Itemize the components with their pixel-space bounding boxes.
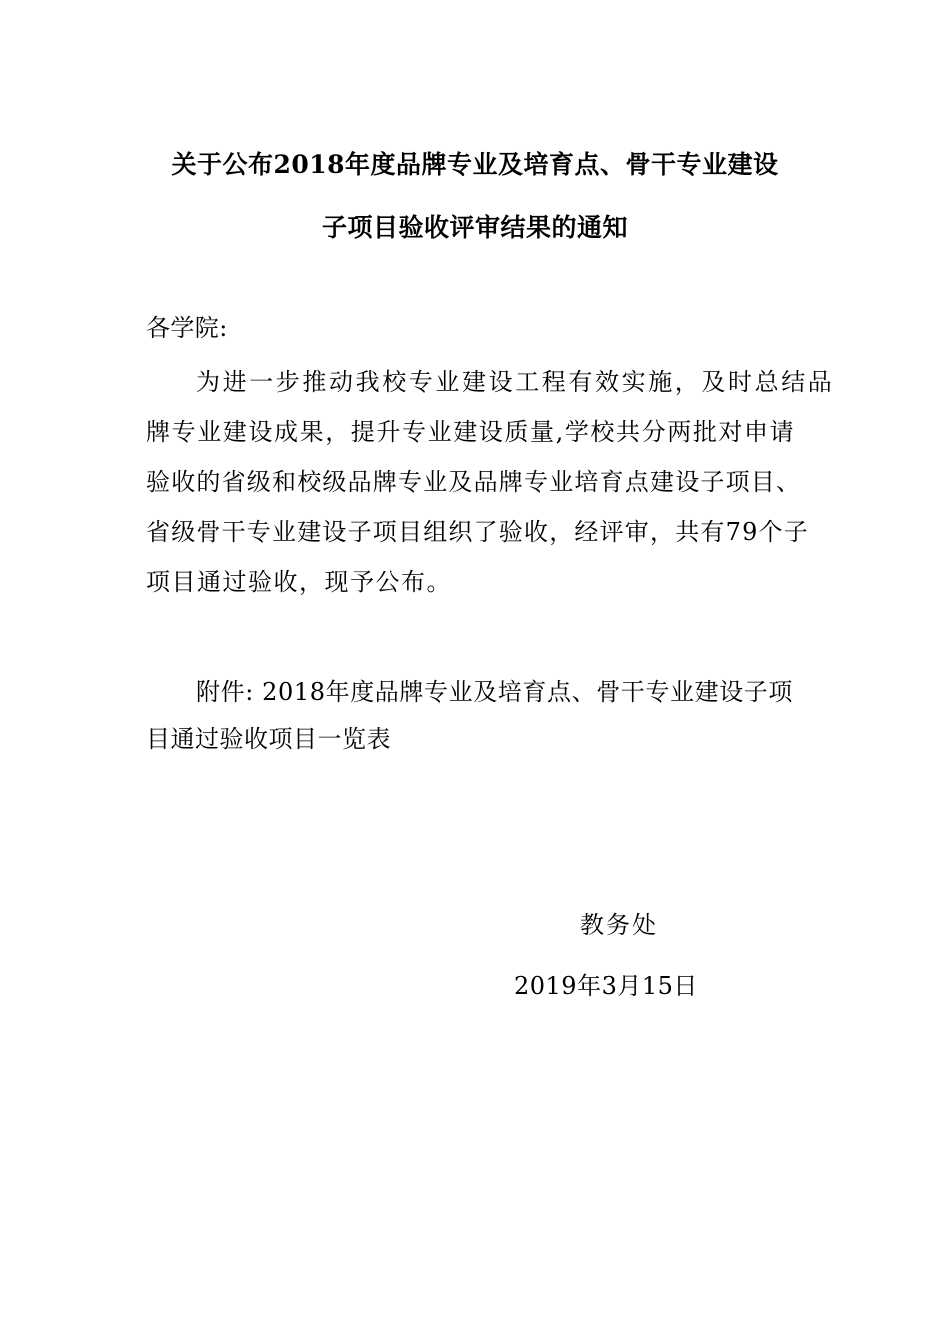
document-title-line-2: 子项目验收评审结果的通知 [321, 213, 628, 242]
paragraph-line: 项目通过验收，现予公布。 [146, 568, 452, 596]
document-title-line-1: 关于公布2018年度品牌专业及培育点、骨干专业建设 [171, 150, 779, 179]
issuer-signature: 教务处 [580, 911, 658, 939]
issue-date: 2019年3月15日 [514, 972, 698, 1000]
attachment-line: 附件: 2018年度品牌专业及培育点、骨干专业建设子项 [196, 678, 793, 706]
attachment-line: 目通过验收项目一览表 [146, 725, 391, 753]
salutation: 各学院: [146, 314, 228, 342]
paragraph-line: 验收的省级和校级品牌专业及品牌专业培育点建设子项目、 [146, 468, 802, 496]
paragraph-line: 为进一步推动我校专业建设工程有效实施，及时总结品 [196, 368, 835, 396]
paragraph-line: 牌专业建设成果，提升专业建设质量,学校共分两批对申请 [146, 418, 796, 446]
paragraph-line: 省级骨干专业建设子项目组织了验收，经评审，共有79个子 [146, 518, 809, 546]
